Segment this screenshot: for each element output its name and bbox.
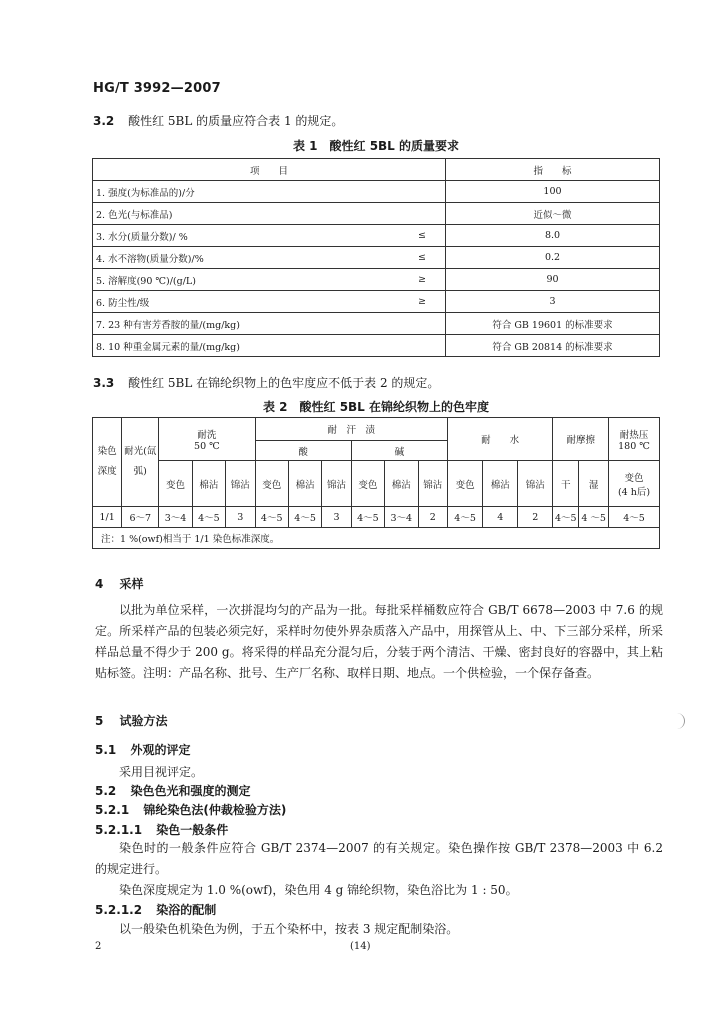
header-wash-label: 耐洗 bbox=[197, 429, 217, 441]
clause-number: 5.2.1.1 bbox=[95, 823, 143, 837]
subheader-cell: 棉沾 bbox=[288, 461, 321, 507]
data-cell: 6～7 bbox=[122, 507, 159, 528]
table-row bbox=[93, 269, 660, 291]
table-row bbox=[93, 247, 660, 269]
clause-title: 染色色光和强度的测定 bbox=[130, 784, 251, 798]
table-row bbox=[93, 225, 660, 247]
subheader-cell: 湿 bbox=[579, 461, 609, 507]
data-cell: 3 bbox=[226, 507, 255, 528]
subheader-cell: 变色 bbox=[351, 461, 384, 507]
section-title: 采样 bbox=[119, 577, 144, 591]
row-operator: ≥ bbox=[399, 291, 446, 313]
row-value: 90 bbox=[446, 269, 660, 291]
row-item: 4. 水不溶物(质量分数)/% bbox=[93, 247, 400, 269]
row-value: 符合 GB 19601 的标准要求 bbox=[446, 313, 660, 335]
clause-text: 酸性红 5BL 在锦纶织物上的色牢度应不低于表 2 的规定。 bbox=[128, 376, 440, 390]
clause-number: 5.1 bbox=[95, 743, 117, 757]
section-number: 4 bbox=[95, 577, 104, 591]
header-water: 耐 水 bbox=[447, 418, 552, 461]
row-operator: ≥ bbox=[399, 269, 446, 291]
data-cell: 2 bbox=[518, 507, 553, 528]
data-cell: 3 bbox=[322, 507, 351, 528]
subheader-cell: 变色 bbox=[159, 461, 192, 507]
header-heat bbox=[609, 418, 660, 461]
table-row bbox=[93, 203, 660, 225]
data-cell: 4～5 bbox=[288, 507, 321, 528]
row-value: 3 bbox=[446, 291, 660, 313]
row-operator bbox=[399, 313, 446, 335]
standard-code: HG/T 3992—2007 bbox=[93, 81, 221, 96]
clause-number: 3.3 bbox=[93, 376, 115, 390]
subheader-cell: 棉沾 bbox=[192, 461, 225, 507]
clause-number: 3.2 bbox=[93, 114, 115, 128]
header-heat-label: 耐热压 bbox=[619, 429, 649, 441]
table-subheader-row bbox=[93, 461, 660, 507]
data-cell: 4 ～5 bbox=[579, 507, 609, 528]
table-row bbox=[93, 507, 660, 528]
clause-3-3 bbox=[93, 374, 439, 391]
subheader-cell: 锦沾 bbox=[226, 461, 255, 507]
table-row bbox=[93, 313, 660, 335]
data-cell: 4～5 bbox=[255, 507, 288, 528]
page-number: 2 bbox=[95, 941, 102, 952]
section-number: 5 bbox=[95, 714, 104, 728]
clause-title: 染浴的配制 bbox=[156, 903, 217, 917]
row-item: 5. 溶解度(90 ℃)/(g/L) bbox=[93, 269, 400, 291]
row-value: 符合 GB 20814 的标准要求 bbox=[446, 335, 660, 357]
table1-quality-requirements bbox=[92, 158, 660, 357]
clause-5-2-1-2-heading bbox=[95, 901, 216, 918]
row-item: 3. 水分(质量分数)/ % bbox=[93, 225, 400, 247]
row-item: 2. 色光(与标准品) bbox=[93, 203, 400, 225]
clause-5-2-heading bbox=[95, 782, 250, 799]
clause-number: 5.2 bbox=[95, 784, 117, 798]
table-row bbox=[93, 291, 660, 313]
clause-number: 5.2.1.2 bbox=[95, 903, 143, 917]
table2-color-fastness bbox=[92, 417, 660, 549]
clause-5-2-1-2-text: 以一般染色机染色为例，于五个染杯中，按表 3 规定配制染浴。 bbox=[119, 922, 459, 936]
header-sweat: 耐 汗 渍 bbox=[255, 418, 447, 441]
row-value: 0.2 bbox=[446, 247, 660, 269]
section-4-heading bbox=[95, 575, 144, 592]
header-acid: 酸 bbox=[255, 441, 351, 461]
subheader-cell: 锦沾 bbox=[518, 461, 553, 507]
row-item: 6. 防尘性/级 bbox=[93, 291, 400, 313]
subheader-cell: 锦沾 bbox=[418, 461, 447, 507]
clause-5-2-1-1-paragraph-1: 染色时的一般条件应符合 GB/T 2374—2007 的有关规定。染色操作按 GB/T 2378—2003 中 6.2 的规定进行。 bbox=[95, 841, 663, 876]
table-note-row bbox=[93, 528, 660, 549]
subheader-cell: 变色 bbox=[447, 461, 482, 507]
clause-5-1-text: 采用目视评定。 bbox=[119, 765, 204, 779]
sheet-number: (14) bbox=[350, 941, 371, 952]
data-cell: 4～5 bbox=[351, 507, 384, 528]
clause-title: 外观的评定 bbox=[130, 743, 191, 757]
row-value: 8.0 bbox=[446, 225, 660, 247]
row-operator bbox=[399, 203, 446, 225]
data-cell: 2 bbox=[418, 507, 447, 528]
clause-5-2-1-1-heading bbox=[95, 821, 228, 838]
header-light: 耐光(氙弧) bbox=[122, 418, 159, 507]
table-header-row bbox=[93, 418, 660, 441]
subheader-heat bbox=[609, 461, 660, 507]
sampling-paragraph: 以批为单位采样，一次拼混均匀的产品为一批。每批采样桶数应符合 GB/T 6678—2003 中 7.6 的规定。所采样产品的包装必须完好，采样时勿使外界杂质落入产品中，用探管从上、中、下三部分采样，所采样品总量不得少于 200 g。将采得的样品充分混匀后，分装于两个清洁、干燥、密封良好的容器中，其上粘贴标签。注明：产品名称、批号、生产厂名称、取样日期、地点。一个供检验，一个保存备查。 bbox=[95, 603, 663, 680]
row-value: 近似～微 bbox=[446, 203, 660, 225]
subheader-cell: 棉沾 bbox=[483, 461, 518, 507]
table2-caption: 表 2 酸性红 5BL 在锦纶织物上的色牢度 bbox=[262, 400, 490, 414]
section-title: 试验方法 bbox=[119, 714, 168, 728]
table-row bbox=[93, 335, 660, 357]
subheader-heat-extra: (4 h后) bbox=[617, 486, 651, 498]
table-header-row bbox=[93, 159, 660, 181]
clause-text: 酸性红 5BL 的质量应符合表 1 的规定。 bbox=[128, 114, 344, 128]
row-operator bbox=[399, 181, 446, 203]
header-wash-temp: 50 ℃ bbox=[194, 440, 220, 452]
margin-mark bbox=[676, 713, 685, 729]
clause-3-2 bbox=[93, 112, 343, 129]
data-cell: 4～5 bbox=[192, 507, 225, 528]
data-cell: 4～5 bbox=[553, 507, 579, 528]
clause-5-2-1-1-paragraph-2: 染色深度规定为 1.0 %(owf)，染色用 4 g 锦纶织物，染色浴比为 1 : 50。 bbox=[119, 883, 518, 897]
row-item: 1. 强度(为标准品的)/分 bbox=[93, 181, 400, 203]
header-heat-temp: 180 ℃ bbox=[618, 440, 650, 452]
clause-title: 锦纶染色法(仲裁检验方法) bbox=[143, 803, 287, 817]
table-row bbox=[93, 181, 660, 203]
row-value: 100 bbox=[446, 181, 660, 203]
table1-caption: 表 1 酸性红 5BL 的质量要求 bbox=[292, 139, 460, 153]
header-rub: 耐摩擦 bbox=[553, 418, 609, 461]
subheader-heat-label: 变色 bbox=[624, 472, 644, 484]
header-depth: 染色深度 bbox=[93, 418, 122, 507]
data-cell: 4～5 bbox=[609, 507, 660, 528]
clause-title: 染色一般条件 bbox=[156, 823, 229, 837]
subheader-cell: 棉沾 bbox=[385, 461, 418, 507]
column-header-value: 指 标 bbox=[446, 159, 660, 181]
data-cell: 4～5 bbox=[447, 507, 482, 528]
row-item: 8. 10 种重金属元素的量/(mg/kg) bbox=[93, 335, 400, 357]
row-operator: ≤ bbox=[399, 225, 446, 247]
clause-5-2-1-heading bbox=[95, 801, 286, 818]
section-5-heading bbox=[95, 712, 168, 729]
row-operator: ≤ bbox=[399, 247, 446, 269]
subheader-cell: 干 bbox=[553, 461, 579, 507]
data-cell: 3～4 bbox=[385, 507, 418, 528]
column-header-item: 项 目 bbox=[93, 159, 446, 181]
subheader-cell: 变色 bbox=[255, 461, 288, 507]
row-operator bbox=[399, 335, 446, 357]
data-cell: 4 bbox=[483, 507, 518, 528]
header-alkali: 碱 bbox=[351, 441, 447, 461]
subheader-cell: 锦沾 bbox=[322, 461, 351, 507]
data-cell: 3～4 bbox=[159, 507, 192, 528]
row-item: 7. 23 种有害芳香胺的量/(mg/kg) bbox=[93, 313, 400, 335]
data-cell: 1/1 bbox=[93, 507, 122, 528]
table-note: 注：1 %(owf)相当于 1/1 染色标准深度。 bbox=[93, 528, 660, 549]
header-wash bbox=[159, 418, 255, 461]
clause-number: 5.2.1 bbox=[95, 803, 130, 817]
clause-5-1-heading bbox=[95, 741, 190, 758]
